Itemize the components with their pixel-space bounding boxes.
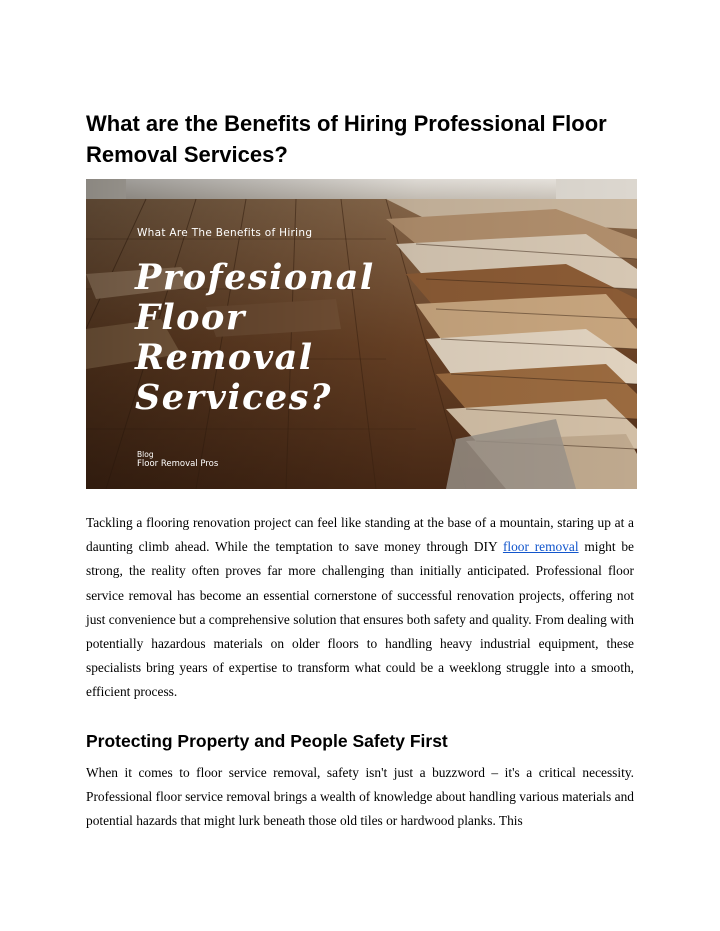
hero-headline-line-1: Profesional: [135, 257, 375, 298]
hero-headline-line-4: Services?: [135, 377, 332, 418]
intro-text-after-link: might be strong, the reality often proves far more challenging than initially anticipated. Professional floor service removal has become an essential cornerstone of successful renovation projects, offering not just convenience but a comprehensive solution that ensures both safety and quality. From dealing with potentially hazardous materials on older floors to handling heavy industrial equipment, these specialists bring years of expertise to transform what could be a weeklong struggle into a smooth, efficient process.: [86, 539, 634, 700]
hero-blog-label: Blog: [137, 450, 154, 459]
hero-headline-line-3: Removal: [135, 337, 314, 378]
floor-removal-link[interactable]: floor removal: [502, 539, 579, 555]
section-heading: Protecting Property and People Safety First: [86, 731, 448, 751]
hero-headline-line-2: Floor: [135, 297, 246, 338]
article-title: What are the Benefits of Hiring Professional Floor Removal Services?: [86, 111, 607, 167]
intro-paragraph: [86, 511, 634, 705]
hero-kicker: What Are The Benefits of Hiring: [137, 227, 313, 239]
hero-brand: Floor Removal Pros: [137, 459, 219, 469]
intro-text-before-link: Tackling a flooring renovation project can feel like standing at the base of a mountain, staring up at a daunting climb ahead. While the temptation to save money through DIY: [86, 515, 634, 555]
section-paragraph: When it comes to floor service removal, safety isn't just a buzzword – it's a critical necessity. Professional floor service removal brings a wealth of knowledge about handling various materials and potential hazards that might lurk beneath those old tiles or hardwood planks. This: [86, 765, 634, 829]
